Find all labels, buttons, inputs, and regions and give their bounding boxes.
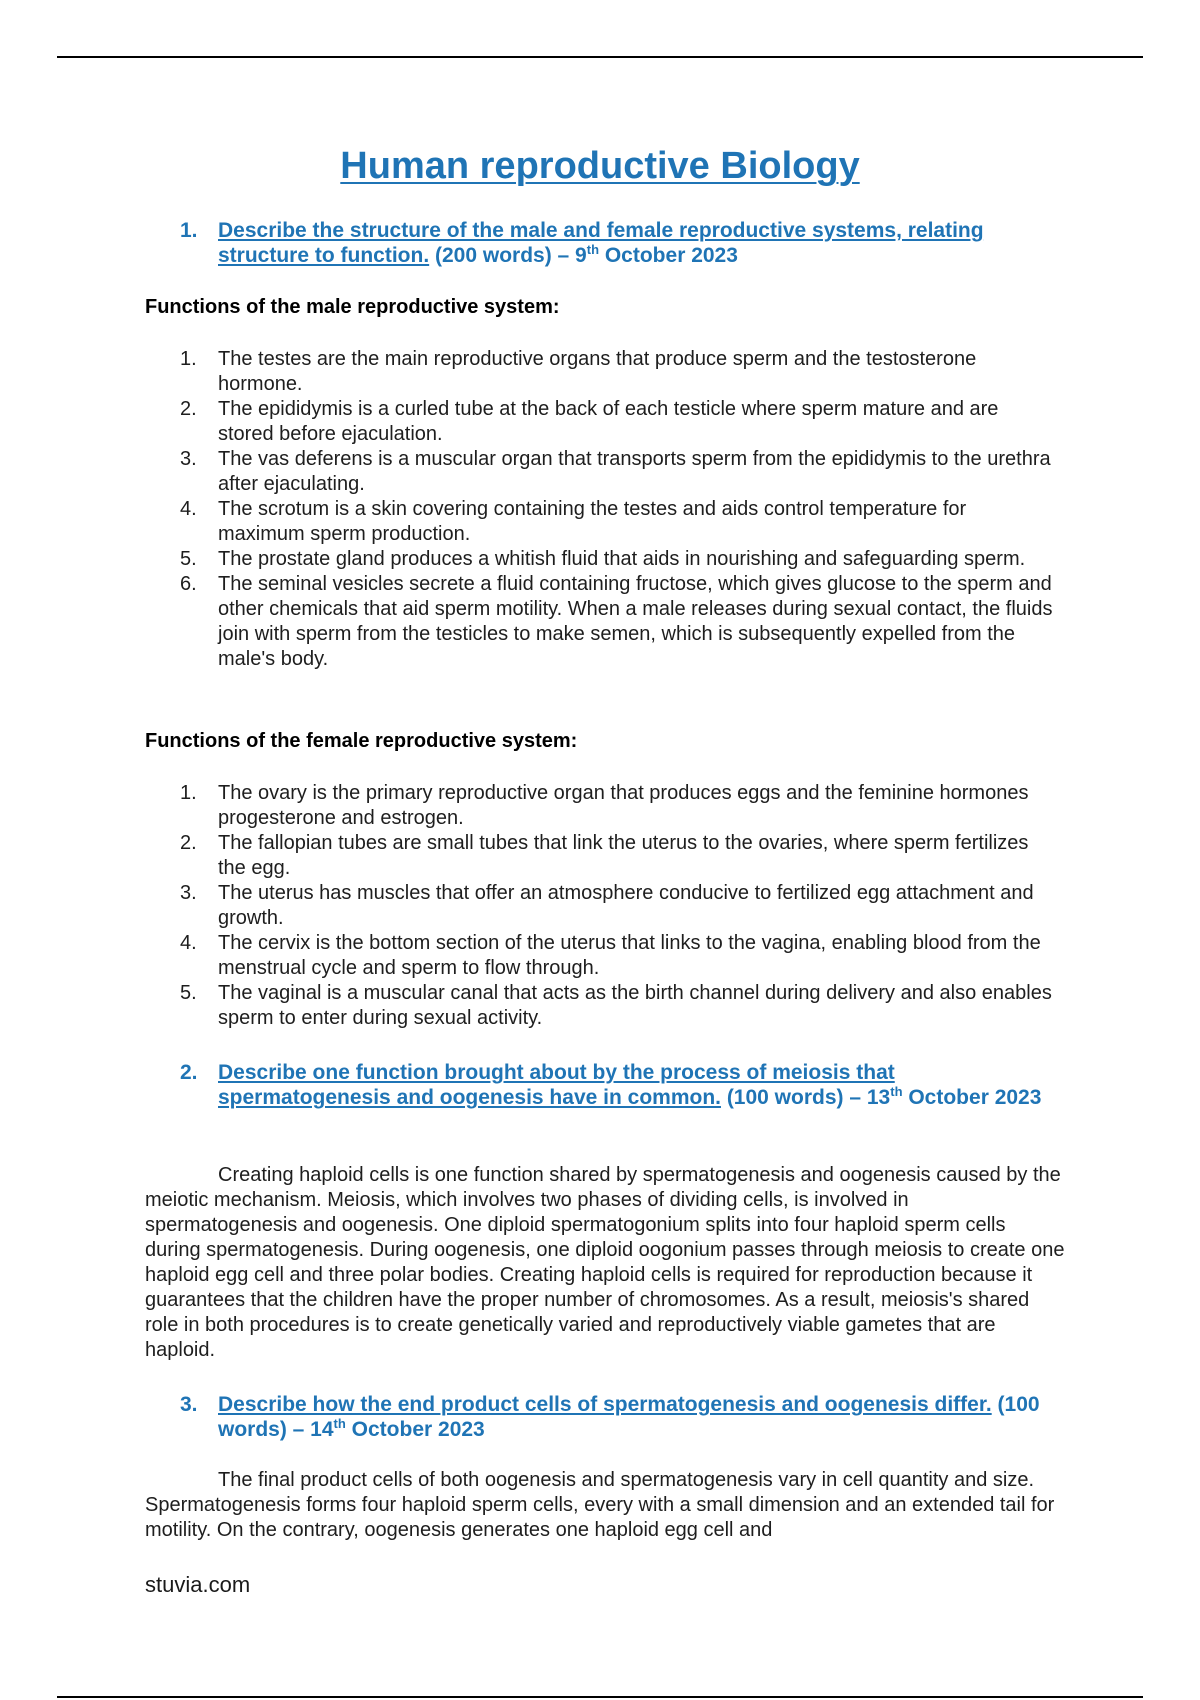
female-list-item xyxy=(180,981,1055,1031)
list-item-text: The testes are the main reproductive organs that produce sperm and the testosterone hormone. xyxy=(218,348,977,395)
list-item-text: The epididymis is a curled tube at the back of each testicle where sperm mature and are stored before ejaculation. xyxy=(218,398,999,445)
list-item-number: 2. xyxy=(180,832,197,854)
question-number: 3. xyxy=(180,1393,198,1416)
male-list-item xyxy=(180,397,1055,447)
question-1 xyxy=(180,218,1060,268)
list-item-text: The vas deferens is a muscular organ that transports sperm from the epididymis to the urethra after ejaculating. xyxy=(218,448,1051,495)
male-list-item xyxy=(180,547,1055,572)
question-3-sup: th xyxy=(333,1416,346,1431)
list-item-text: The scrotum is a skin covering containing the testes and aids control temperature for maximum sperm production. xyxy=(218,498,967,545)
male-list-item xyxy=(180,497,1055,547)
list-item-number: 4. xyxy=(180,498,197,520)
male-list-item xyxy=(180,347,1055,397)
question-1-meta: (200 words) – 9 xyxy=(429,244,587,267)
question-2-date: October 2023 xyxy=(902,1086,1042,1109)
list-item-number: 1. xyxy=(180,348,197,370)
question-number: 1. xyxy=(180,219,198,242)
question-2 xyxy=(180,1060,1060,1110)
list-item-number: 3. xyxy=(180,882,197,904)
list-item-text: The cervix is the bottom section of the uterus that links to the vagina, enabling blood from the menstrual cycle and sperm to flow through. xyxy=(218,932,1041,979)
answer-2-paragraph: Creating haploid cells is one function shared by spermatogenesis and oogenesis caused by the meiotic mechanism. Meiosis, which involves two phases of dividing cells, is involved in spermatogenesis and oogenesis. One diploid spermatogonium splits into four haploid sperm cells during spermatogenesis. During oogenesis, one diploid oogonium passes through meiosis to create one haploid egg cell and three polar bodies. Creating haploid cells is required for reproduction because it guarantees that the children have the proper number of chromosomes. As a result, meiosis's shared role in both procedures is to create genetically varied and reproductively viable gametes that are haploid. xyxy=(145,1164,1065,1361)
top-rule xyxy=(57,56,1143,58)
answer-3-paragraph: The final product cells of both oogenesis and spermatogenesis vary in cell quantity and size. Spermatogenesis forms four haploid sperm cells, every with a small dimension and an extended tail for motility. On the contrary, oogenesis generates one haploid egg cell and xyxy=(145,1469,1055,1541)
question-2-sup: th xyxy=(890,1084,903,1099)
male-functions-list xyxy=(180,347,1055,672)
list-item-text: The seminal vesicles secrete a fluid containing fructose, which gives glucose to the sperm and other chemicals that aid sperm motility. When a male releases during sexual contact, the fluids join with sperm from the testicles to make semen, which is subsequently expelled from the male's body. xyxy=(218,573,1053,670)
question-3-date: October 2023 xyxy=(345,1418,485,1441)
question-2-link[interactable]: Describe one function brought about by the process of meiosis that spermatogenesis and oogenesis have in common. xyxy=(218,1061,895,1109)
question-1-sup: th xyxy=(586,242,600,257)
female-list-item xyxy=(180,781,1055,831)
list-item-text: The fallopian tubes are small tubes that link the uterus to the ovaries, where sperm fertilizes the egg. xyxy=(218,832,1029,879)
list-item-text: The vaginal is a muscular canal that acts as the birth channel during delivery and also enables sperm to enter during sexual activity. xyxy=(218,982,1052,1029)
bottom-rule xyxy=(57,1696,1143,1698)
list-item-number: 6. xyxy=(180,573,197,595)
female-functions-list xyxy=(180,781,1055,1031)
male-heading: Functions of the male reproductive system: xyxy=(145,296,560,318)
list-item-number: 3. xyxy=(180,448,197,470)
question-1-link[interactable]: Describe the structure of the male and female reproductive systems, relating structure to function. xyxy=(218,219,984,267)
list-item-text: The ovary is the primary reproductive organ that produces eggs and the feminine hormones progesterone and estrogen. xyxy=(218,782,1029,829)
list-item-text: The uterus has muscles that offer an atmosphere conducive to fertilized egg attachment and growth. xyxy=(218,882,1034,929)
male-list-item xyxy=(180,572,1055,672)
female-list-item xyxy=(180,931,1055,981)
female-list-item xyxy=(180,881,1055,931)
question-2-meta: (100 words) – 13 xyxy=(720,1086,891,1109)
list-item-number: 2. xyxy=(180,398,197,420)
list-item-number: 5. xyxy=(180,548,197,570)
question-number: 2. xyxy=(180,1061,198,1084)
question-3 xyxy=(180,1392,1060,1442)
list-item-number: 4. xyxy=(180,932,197,954)
question-3-link[interactable]: Describe how the end product cells of spermatogenesis and oogenesis differ. xyxy=(218,1393,992,1416)
page-title-text: Human reproductive Biology xyxy=(340,145,860,187)
question-3-meta: (100 words) – 14 xyxy=(218,1393,1040,1441)
list-item-number: 1. xyxy=(180,782,197,804)
footer-source: stuvia.com xyxy=(145,1572,251,1597)
female-heading: Functions of the female reproductive system: xyxy=(145,730,578,752)
question-1-date: October 2023 xyxy=(599,244,738,267)
list-item-text: The prostate gland produces a whitish fluid that aids in nourishing and safeguarding sperm. xyxy=(218,548,1026,570)
list-item-number: 5. xyxy=(180,982,197,1004)
male-list-item xyxy=(180,447,1055,497)
female-list-item xyxy=(180,831,1055,881)
page-title xyxy=(0,145,1200,188)
